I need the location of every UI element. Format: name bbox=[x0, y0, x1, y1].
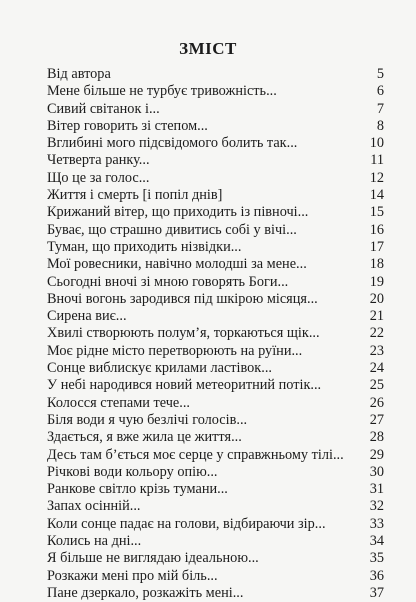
toc-entry-title: Ранкове світло крізь тумани... bbox=[47, 481, 228, 498]
toc-entry-page-number: 20 bbox=[369, 290, 384, 307]
toc-entry-page-number: 29 bbox=[369, 446, 384, 463]
toc-entry-title: Колосся степами тече... bbox=[47, 394, 190, 411]
toc-entry bbox=[47, 568, 384, 585]
toc-entry bbox=[47, 118, 384, 135]
toc-entry-title: Життя і смерть [і попіл днів] bbox=[47, 187, 223, 204]
toc-entry-title: Вітер говорить зі степом... bbox=[47, 117, 208, 134]
toc-entry bbox=[47, 83, 384, 100]
toc-entry-page-number: 37 bbox=[369, 584, 384, 601]
toc-entry-title: Мене більше не турбує тривожність... bbox=[47, 83, 277, 100]
toc-entry bbox=[47, 170, 384, 187]
toc-entry-title: Сивий світанок і... bbox=[47, 100, 160, 117]
toc-entry-title: Запах осінній... bbox=[47, 498, 141, 515]
toc-entry-title: Сьогодні вночі зі мною говорять Боги... bbox=[47, 273, 289, 290]
toc-entry-page-number: 36 bbox=[369, 567, 384, 584]
toc-entry-page-number: 11 bbox=[370, 152, 384, 169]
toc-entry-title: Мої ровесники, навічно молодші за мене... bbox=[47, 256, 307, 273]
toc-entry bbox=[47, 66, 384, 83]
toc-entry-title: Що це за голос... bbox=[47, 169, 150, 186]
toc-entry-page-number: 6 bbox=[376, 83, 384, 100]
toc-entry bbox=[47, 377, 384, 394]
toc-entry-page-number: 7 bbox=[376, 100, 384, 117]
toc-entry bbox=[47, 360, 384, 377]
toc-entry-page-number: 18 bbox=[369, 256, 384, 273]
toc-entry bbox=[47, 395, 384, 412]
toc-entry-title: Здається, я вже жила це життя... bbox=[47, 429, 242, 446]
toc-entry-page-number: 21 bbox=[369, 308, 384, 325]
toc-entry bbox=[47, 274, 384, 291]
toc-entry-page-number: 16 bbox=[369, 221, 384, 238]
toc-entry bbox=[47, 550, 384, 567]
toc-entry-page-number: 22 bbox=[369, 325, 384, 342]
toc-entry bbox=[47, 204, 384, 221]
toc-entry-page-number: 30 bbox=[369, 463, 384, 480]
toc-entry-page-number: 25 bbox=[369, 377, 384, 394]
toc-entry-title: Біля води я чую безлічі голосів... bbox=[47, 411, 248, 428]
toc-entry bbox=[47, 135, 384, 152]
toc-entry-title: Вночі вогонь зародився під шкірою місяця... bbox=[47, 290, 318, 307]
toc-entry-title: Пане дзеркало, розкажіть мені... bbox=[47, 584, 244, 601]
toc-entry bbox=[47, 101, 384, 118]
toc-entry-title: У небі народився новий метеоритний потік... bbox=[47, 377, 322, 394]
toc-entry-page-number: 17 bbox=[369, 238, 384, 255]
toc-entry bbox=[47, 447, 384, 464]
toc-entry-title: Розкажи мені про мій біль... bbox=[47, 567, 218, 584]
toc-entry bbox=[47, 291, 384, 308]
toc-entry-page-number: 10 bbox=[369, 135, 384, 152]
toc-entry bbox=[47, 516, 384, 533]
toc-entry-title: Коли сонце падає на голови, відбираючи зір... bbox=[47, 515, 326, 532]
toc-entry-title: Вглибині мого підсвідомого болить так... bbox=[47, 135, 298, 152]
toc-entry-page-number: 32 bbox=[369, 498, 384, 515]
toc-entry-page-number: 28 bbox=[369, 429, 384, 446]
toc-entry-title: Моє рідне місто перетворюють на руїни... bbox=[47, 342, 303, 359]
toc-entry-page-number: 5 bbox=[376, 66, 384, 82]
toc-entry-title: Сонце виблискує крилами ластівок... bbox=[47, 360, 272, 377]
toc-entry bbox=[47, 429, 384, 446]
toc-entry bbox=[47, 464, 384, 481]
toc-entry-page-number: 12 bbox=[369, 169, 384, 186]
toc-entry-title: Туман, що приходить нізвідки... bbox=[47, 238, 242, 255]
toc-entry-page-number: 24 bbox=[369, 360, 384, 377]
toc-entry-title: Я більше не виглядаю ідеальною... bbox=[47, 550, 259, 567]
page-title: ЗМІСТ bbox=[179, 39, 237, 58]
toc-entry bbox=[47, 343, 384, 360]
toc-entry bbox=[47, 222, 384, 239]
toc-entry-title: Від автора bbox=[47, 66, 111, 82]
toc-entry-page-number: 26 bbox=[369, 394, 384, 411]
toc-entry bbox=[47, 481, 384, 498]
toc-entry bbox=[47, 533, 384, 550]
toc-entry-page-number: 14 bbox=[369, 187, 384, 204]
toc-entry-page-number: 19 bbox=[369, 273, 384, 290]
toc-entry-page-number: 15 bbox=[369, 204, 384, 221]
toc-entry-title: Десь там б’ється моє серце у справжньому тілі... bbox=[47, 446, 344, 463]
toc-entry bbox=[47, 325, 384, 342]
toc-entry-title: Четверта ранку... bbox=[47, 152, 150, 169]
toc-entry-page-number: 31 bbox=[369, 481, 384, 498]
toc-entry bbox=[47, 187, 384, 204]
toc-entry bbox=[47, 412, 384, 429]
toc-entry-page-number: 34 bbox=[369, 533, 384, 550]
toc-entry bbox=[47, 152, 384, 169]
toc-entry-page-number: 35 bbox=[369, 550, 384, 567]
toc-entry-title: Річкові води кольору опію... bbox=[47, 463, 218, 480]
toc-entry-title: Буває, що страшно дивитись собі у вічі... bbox=[47, 221, 297, 238]
toc-entry bbox=[47, 308, 384, 325]
toc-entry-title: Колись на дні... bbox=[47, 533, 142, 550]
toc-entry-title: Крижаний вітер, що приходить із півночі... bbox=[47, 204, 309, 221]
toc-entry bbox=[47, 498, 384, 515]
toc-entry bbox=[47, 585, 384, 602]
toc-entry-title: Сирена виє... bbox=[47, 308, 127, 325]
toc-entry-page-number: 8 bbox=[376, 117, 384, 134]
toc-entry bbox=[47, 256, 384, 273]
toc-entry-page-number: 27 bbox=[369, 411, 384, 428]
toc-entry-page-number: 33 bbox=[369, 515, 384, 532]
table-of-contents bbox=[47, 66, 384, 602]
toc-entry-page-number: 23 bbox=[369, 342, 384, 359]
toc-entry-title: Хвилі створюють полум’я, торкаються щік... bbox=[47, 325, 320, 342]
toc-entry bbox=[47, 239, 384, 256]
